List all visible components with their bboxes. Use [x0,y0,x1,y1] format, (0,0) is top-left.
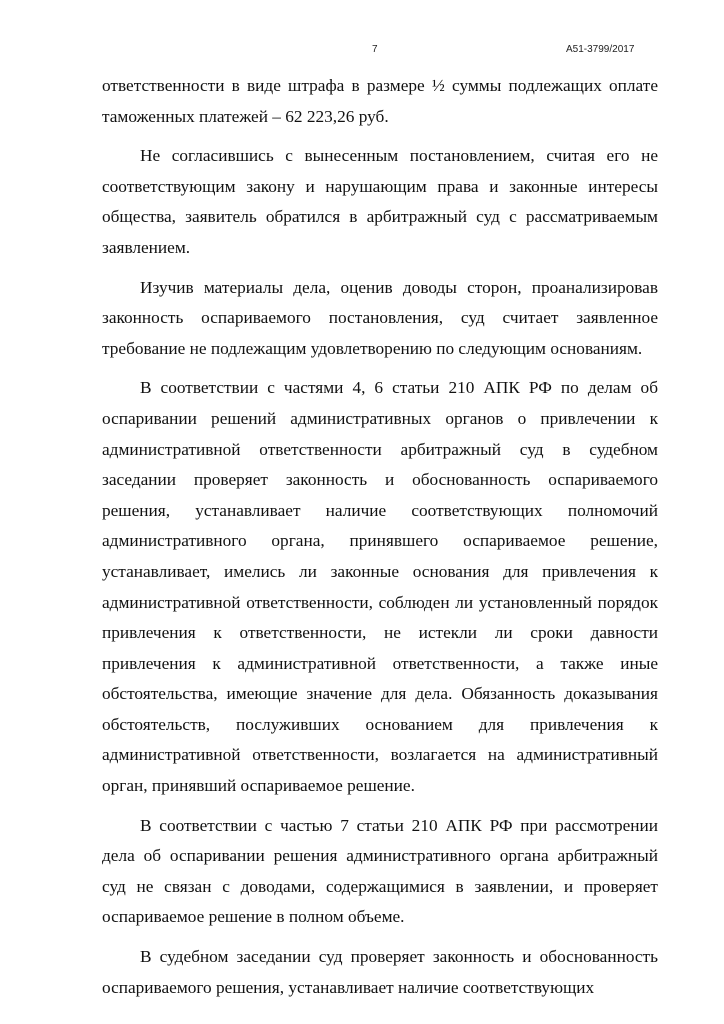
case-number: А51-3799/2017 [566,44,635,55]
page-number: 7 [372,44,378,55]
paragraph-court-assessment: Изучив материалы дела, оценив доводы сторон, проанализировав законность оспариваемого постановления, суд считает заявленное требование не подлежащим удовлетворению по следующим основаниям. [102,277,658,358]
document-body [102,71,658,1003]
paragraph-disagreement: Не согласившись с вынесенным постановлением, считая его не соответствующим закону и нарушающим права и законные интересы общества, заявитель обратился в арбитражный суд с рассматриваемым заявлением. [102,146,658,257]
paragraph-continuation: ответственности в виде штрафа в размере ½ суммы подлежащих оплате таможенных платежей – 62 223,26 руб. [102,76,658,126]
paragraph-article-210-parts-4-6: В соответствии с частями 4, 6 статьи 210 АПК РФ по делам об оспаривании решений административных органов о привлечении к административной ответственности арбитражный суд в судебном заседании проверяет законность и обоснованность оспариваемого решения, устанавливает наличие соответствующих полномочий административного органа, принявшего оспариваемое решение, устанавливает, имелись ли законные основания для привлечения к административной ответственности, соблюден ли установленный порядок привлечения к ответственности, не истекли ли сроки давности привлечения к административной ответственности, а также иные обстоятельства, имеющие значение для дела. Обязанность доказывания обстоятельств, послуживших основанием для привлечения к административной ответственности, возлагается на административный орган, принявший оспариваемое решение. [102,378,658,796]
paragraph-article-210-part-7: В соответствии с частью 7 статьи 210 АПК РФ при рассмотрении дела об оспаривании решения административного органа арбитражный суд не связан с доводами, содержащимися в заявлении, и проверяет оспариваемое решение в полном объеме. [102,815,658,927]
paragraph-court-review: В судебном заседании суд проверяет законность и обоснованность оспариваемого решения, устанавливает наличие соответствующих [102,947,658,997]
